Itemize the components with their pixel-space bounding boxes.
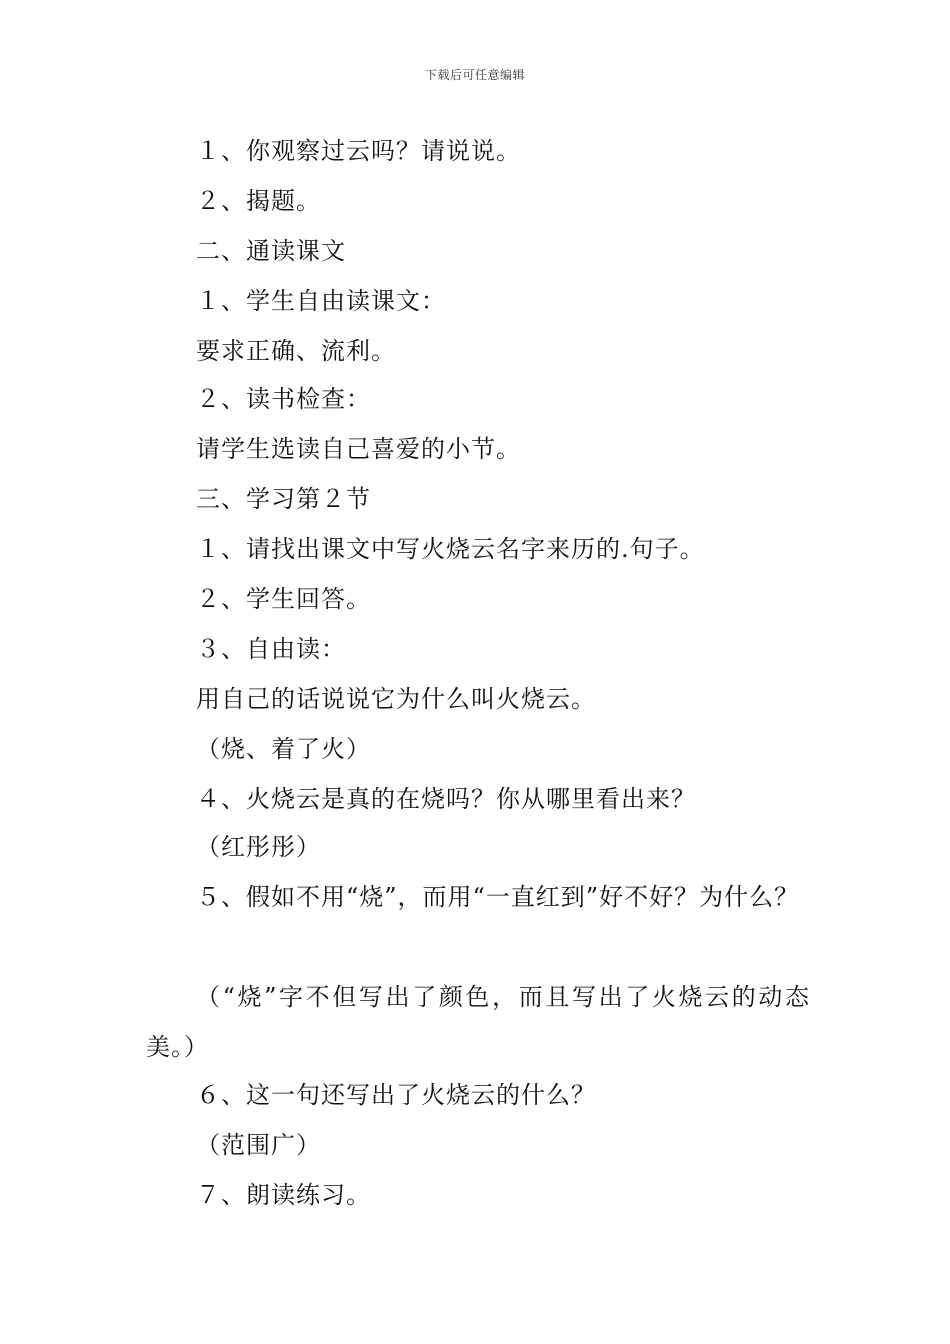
text-line: ４、火烧云是真的在烧吗？你从哪里看出来？ bbox=[196, 785, 696, 813]
text-line: 三、学习第２节 bbox=[196, 485, 371, 513]
text-line: （烧、着了火） bbox=[196, 735, 371, 763]
text-line: １、学生自由读课文： bbox=[196, 287, 446, 315]
text-line: 用自己的话说说它为什么叫火烧云。 bbox=[196, 685, 596, 713]
text-line: 二、通读课文 bbox=[196, 237, 346, 265]
page-header: 下载后可任意编辑 bbox=[424, 68, 525, 82]
text-line: 要求正确、流利。 bbox=[196, 337, 396, 365]
text-line: （范围广） bbox=[196, 1131, 321, 1159]
text-line: １、请找出课文中写火烧云名字来历的.句子。 bbox=[196, 535, 705, 563]
text-line: ２、学生回答。 bbox=[196, 585, 371, 613]
text-line: １、你观察过云吗？请说说。 bbox=[196, 137, 521, 165]
text-line: ２、揭题。 bbox=[196, 187, 321, 215]
text-paragraph: ５、假如不用“烧”，而用“一直红到”好不好？为什么？ bbox=[196, 883, 800, 911]
text-line: ６、这一句还写出了火烧云的什么？ bbox=[196, 1081, 596, 1109]
text-paragraph: （“烧”字不但写出了颜色，而且写出了火烧云的动态美。） bbox=[146, 983, 810, 1061]
text-line: ２、读书检查： bbox=[196, 385, 371, 413]
text-line: （红彤彤） bbox=[196, 833, 321, 861]
text-line: 请学生选读自己喜爱的小节。 bbox=[196, 435, 521, 463]
text-line: ３、自由读： bbox=[196, 635, 346, 663]
text-line: ７、朗读练习。 bbox=[196, 1181, 371, 1209]
